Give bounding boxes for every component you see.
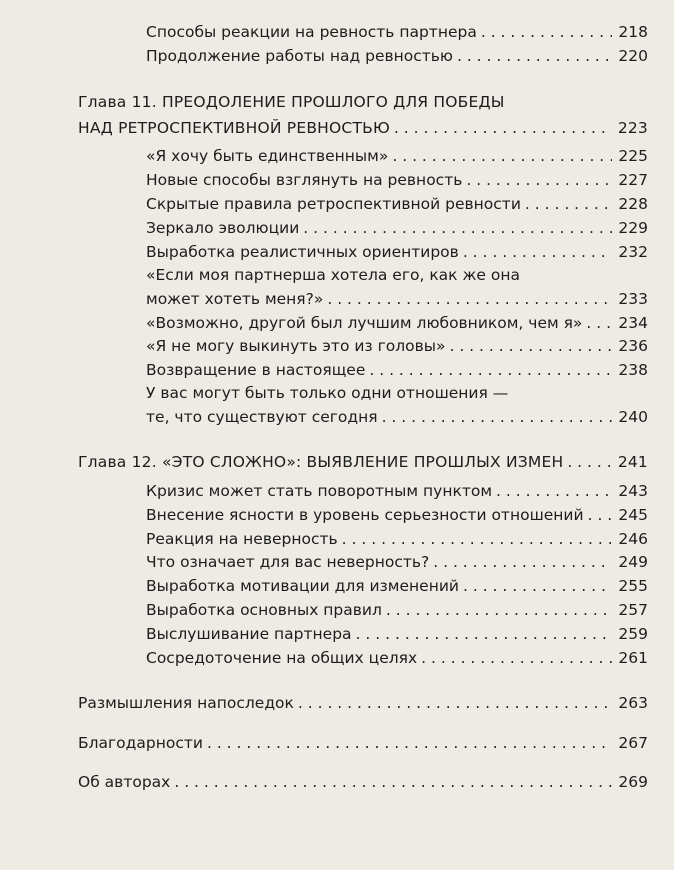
toc-leader-dots — [421, 648, 612, 668]
toc-entry-title: Выработка мотивации для изменений — [146, 577, 459, 595]
toc-entry — [146, 336, 648, 356]
toc-entry — [146, 218, 648, 238]
toc-entry-title: Что означает для вас неверность? — [146, 553, 430, 571]
toc-entry-title: Благодарности — [78, 734, 203, 752]
toc-leader-dots — [174, 772, 612, 792]
toc-entry-page: 228 — [618, 195, 648, 213]
toc-entry-page: 223 — [617, 119, 648, 137]
toc-leader-dots — [386, 600, 613, 620]
toc-leader-dots — [567, 452, 612, 472]
toc-entry — [78, 733, 648, 753]
toc-entry-title: Об авторах — [78, 773, 171, 791]
toc-entry — [146, 552, 648, 572]
toc-entry-page: 234 — [618, 314, 648, 332]
toc-leader-dots — [382, 407, 613, 427]
toc-entry — [146, 600, 648, 620]
toc-entry-title: Выслушивание партнера — [146, 625, 352, 643]
toc-entry-title: Скрытые правила ретроспективной ревности — [146, 195, 521, 213]
toc-leader-dots — [303, 218, 612, 238]
toc-entry-page: 255 — [618, 577, 648, 595]
toc-chapter-entry — [78, 118, 648, 138]
toc-leader-dots — [466, 170, 612, 190]
toc-entry — [146, 194, 648, 214]
toc-entry-page: 267 — [618, 734, 648, 752]
toc-entry-page: 249 — [618, 553, 648, 571]
toc-entry-title: Способы реакции на ревность партнера — [146, 23, 477, 41]
toc-entry — [146, 22, 648, 42]
toc-entry-title: те, что существуют сегодня — [146, 408, 378, 426]
toc-entry-page: 261 — [618, 649, 648, 667]
toc-entry-title: Зеркало эволюции — [146, 219, 300, 237]
toc-entry-page: 240 — [618, 408, 648, 426]
toc-entry — [146, 170, 648, 190]
toc-entry-title: может хотеть меня?» — [146, 290, 324, 308]
toc-entry-page: 220 — [618, 47, 648, 65]
toc-leader-dots — [342, 529, 613, 549]
toc-leader-dots — [496, 481, 612, 501]
toc-entry-title: «Возможно, другой был лучшим любовником, чем я» — [146, 314, 583, 332]
toc-entry-title: Сосредоточение на общих целях — [146, 649, 418, 667]
toc-entry — [146, 505, 648, 525]
toc-entry-title-line1: У вас могут быть только одни отношения — — [146, 384, 509, 402]
toc-entry-title: Выработка реалистичных ориентиров — [146, 243, 459, 261]
toc-entry — [78, 693, 648, 713]
toc-entry — [78, 772, 648, 792]
toc-entry-title: Реакция на неверность — [146, 530, 338, 548]
toc-entry-page: 218 — [618, 23, 648, 41]
toc-entry-title: Продолжение работы над ревностью — [146, 47, 453, 65]
toc-leader-dots — [525, 194, 613, 214]
toc-entry-title: Размышления напоследок — [78, 694, 294, 712]
toc-leader-dots — [394, 118, 612, 138]
toc-entry-title: НАД РЕТРОСПЕКТИВНОЙ РЕВНОСТЬЮ — [78, 119, 390, 137]
toc-leader-dots — [449, 336, 612, 356]
toc-entry — [146, 242, 648, 262]
toc-entry-page: 232 — [618, 243, 648, 261]
toc-leader-dots — [481, 22, 613, 42]
toc-chapter-entry — [78, 452, 648, 472]
toc-entry-page: 238 — [618, 361, 648, 379]
toc-entry-title: «Я не могу выкинуть это из головы» — [146, 337, 446, 355]
toc-entry — [146, 648, 648, 668]
toc-leader-dots — [392, 146, 612, 166]
toc-entry-page: 263 — [618, 694, 648, 712]
toc-leader-dots — [463, 576, 612, 596]
toc-entry-page: 227 — [618, 171, 648, 189]
toc-entry-title: Возвращение в настоящее — [146, 361, 366, 379]
toc-entry-page: 233 — [618, 290, 648, 308]
toc-entry — [146, 624, 648, 644]
toc-entry — [146, 576, 648, 596]
toc-entry-title: Новые способы взглянуть на ревность — [146, 171, 463, 189]
toc-entry-page: 246 — [618, 530, 648, 548]
toc-leader-dots — [369, 360, 612, 380]
toc-leader-dots — [356, 624, 613, 644]
toc-entry — [146, 313, 648, 333]
toc-entry-title: Выработка основных правил — [146, 601, 382, 619]
toc-leader-dots — [586, 313, 612, 333]
toc-entry — [146, 407, 648, 427]
toc-leader-dots — [207, 733, 612, 753]
toc-entry-page: 243 — [618, 482, 648, 500]
toc-entry-title: Глава 12. «ЭТО СЛОЖНО»: ВЫЯВЛЕНИЕ ПРОШЛЫХ ИЗМЕН — [78, 453, 564, 471]
toc-leader-dots — [457, 46, 612, 66]
toc-entry-title-line1: «Если моя партнерша хотела его, как же она — [146, 266, 521, 284]
toc-entry — [146, 529, 648, 549]
toc-entry — [146, 481, 648, 501]
chapter-11-heading-line1: Глава 11. ПРЕОДОЛЕНИЕ ПРОШЛОГО ДЛЯ ПОБЕДЫ — [78, 93, 505, 111]
toc-entry-title: «Я хочу быть единственным» — [146, 147, 389, 165]
toc-entry-page: 229 — [618, 219, 648, 237]
toc-entry-page: 241 — [617, 453, 648, 471]
toc-entry-page: 257 — [618, 601, 648, 619]
toc-entry-page: 225 — [618, 147, 648, 165]
toc-entry — [146, 289, 648, 309]
toc-entry — [146, 46, 648, 66]
toc-leader-dots — [588, 505, 613, 525]
toc-entry-page: 236 — [618, 337, 648, 355]
toc-entry-title: Кризис может стать поворотным пунктом — [146, 482, 493, 500]
toc-entry — [146, 146, 648, 166]
toc-entry-title: Внесение ясности в уровень серьезности отношений — [146, 506, 584, 524]
toc-entry — [146, 360, 648, 380]
toc-entry-page: 269 — [618, 773, 648, 791]
toc-leader-dots — [298, 693, 613, 713]
toc-leader-dots — [463, 242, 613, 262]
toc-leader-dots — [327, 289, 612, 309]
toc-leader-dots — [433, 552, 612, 572]
toc-entry-page: 245 — [618, 506, 648, 524]
toc-entry-page: 259 — [618, 625, 648, 643]
